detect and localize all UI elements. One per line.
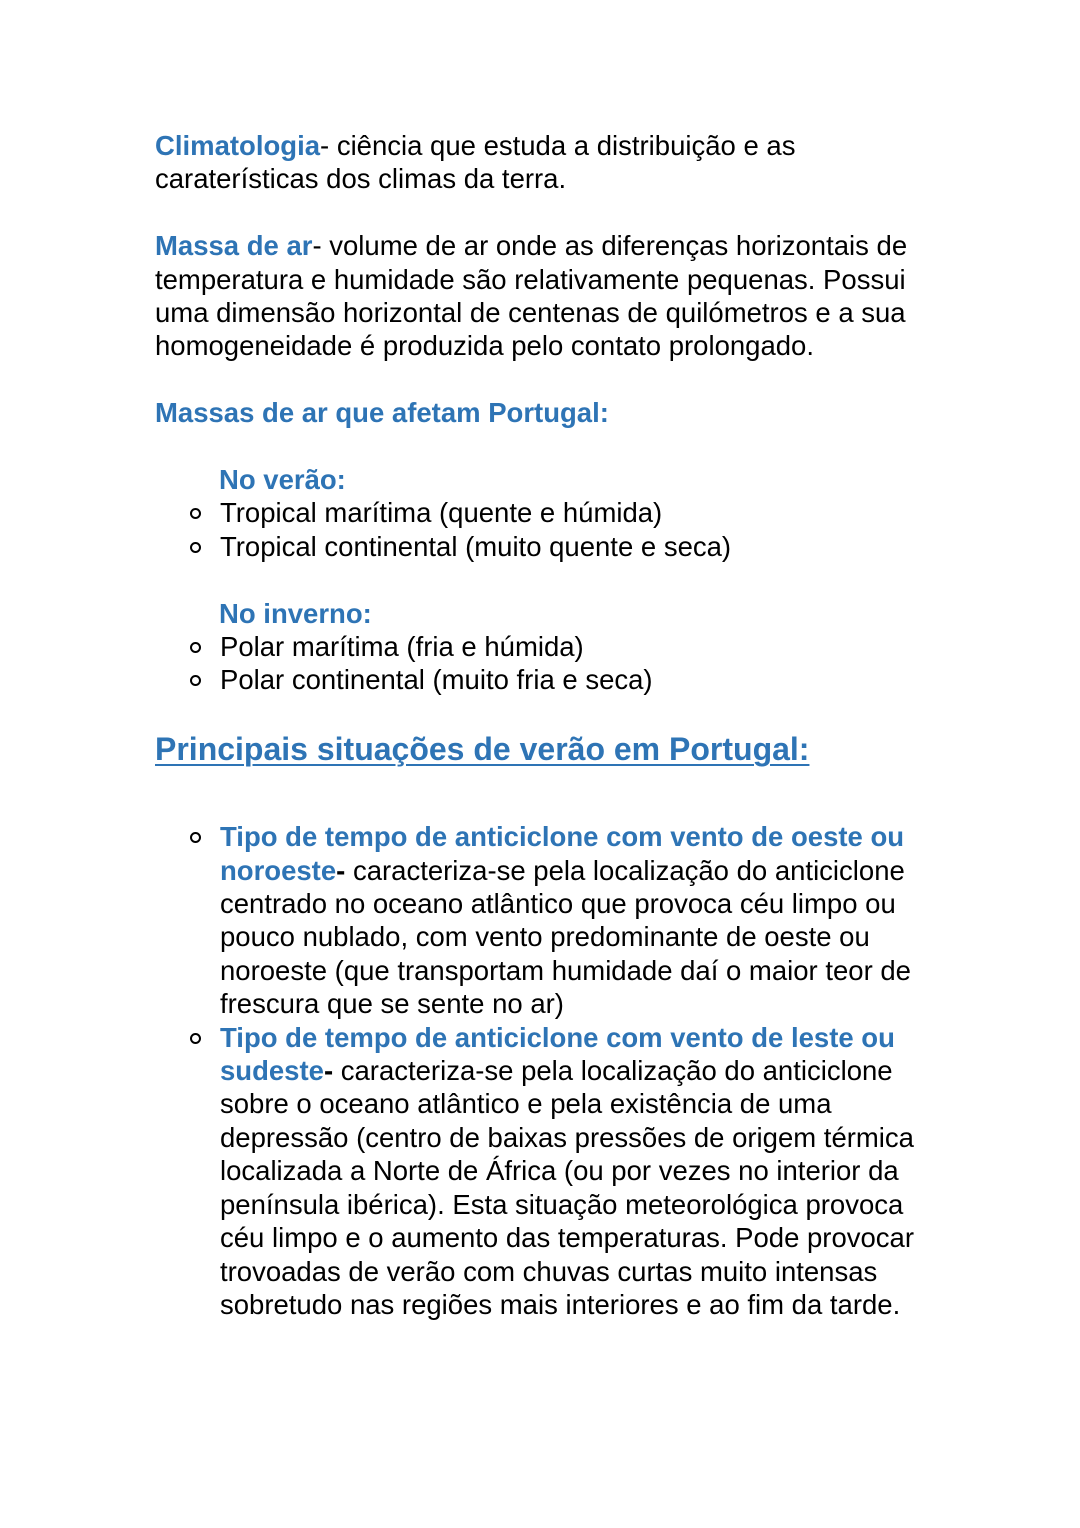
situacoes-list [155,820,935,1321]
verao-list [155,496,935,563]
list-item [155,663,935,696]
verao-group [155,463,935,563]
list-item [155,496,935,529]
situacao-dash: - [323,1055,334,1087]
massa-de-ar-term: Massa de ar [155,230,313,262]
situacao-dash: - [336,854,346,886]
list-item-text: Tropical continental (muito quente e seca) [220,530,732,562]
list-item-text: Tropical marítima (quente e húmida) [220,497,663,529]
bullet-icon [190,1033,201,1044]
massas-heading: Massas de ar que afetam Portugal: [155,397,609,429]
bullet-icon [190,832,201,843]
verao-title: No verão: [219,464,346,496]
bullet-icon [190,642,201,653]
situacoes-heading: Principais situações de verão em Portugal: [155,731,810,768]
bullet-icon [190,508,201,519]
list-item [155,1021,935,1322]
massa-de-ar-paragraph [155,229,935,363]
inverno-list [155,630,935,697]
situacao-term: Tipo de tempo de anticiclone com vento de leste ou sudeste [220,1021,895,1087]
massa-de-ar-definition: - volume de ar onde as diferenças horizontais de temperatura e humidade são relativamente pequenas. Possui uma dimensão horizontal de centenas de quilómetros e a sua homogeneidade é produzida pelo contato prolongado. [155,230,908,362]
climatologia-definition: - ciência que estuda a distribuição e as caraterísticas dos climas da terra. [155,130,796,195]
list-item [155,530,935,563]
list-item [155,630,935,663]
climatologia-term: Climatologia [155,130,321,161]
bullet-icon [190,542,201,553]
inverno-title: No inverno: [219,597,372,629]
bullet-icon [190,675,201,686]
inverno-group [155,597,935,697]
list-item-text: Polar marítima (fria e húmida) [220,631,584,663]
situacao-text: caracteriza-se pela localização do anticiclone centrado no oceano atlântico que provoca céu limpo ou pouco nublado, com vento predominante de oeste ou noroeste (que transportam humidade daí o maior teor de frescura que se sente no ar) [220,854,911,1020]
climatologia-paragraph [155,129,935,196]
situacao-text: caracteriza-se pela localização do anticiclone sobre o oceano atlântico e pela existência de uma depressão (centro de baixas pressões de origem térmica localizada a Norte de África (ou por vezes no interior da península ibérica). Esta situação meteorológica provoca céu limpo e o aumento das temperaturas. Pode provocar trovoadas de verão com chuvas curtas muito intensas sobretudo nas regiões mais interiores e ao fim da tarde. [220,1055,914,1320]
list-item [155,820,935,1020]
document-content [155,129,935,1321]
situacao-term: Tipo de tempo de anticiclone com vento de oeste ou noroeste [220,821,905,886]
list-item-text: Polar continental (muito fria e seca) [220,664,653,696]
